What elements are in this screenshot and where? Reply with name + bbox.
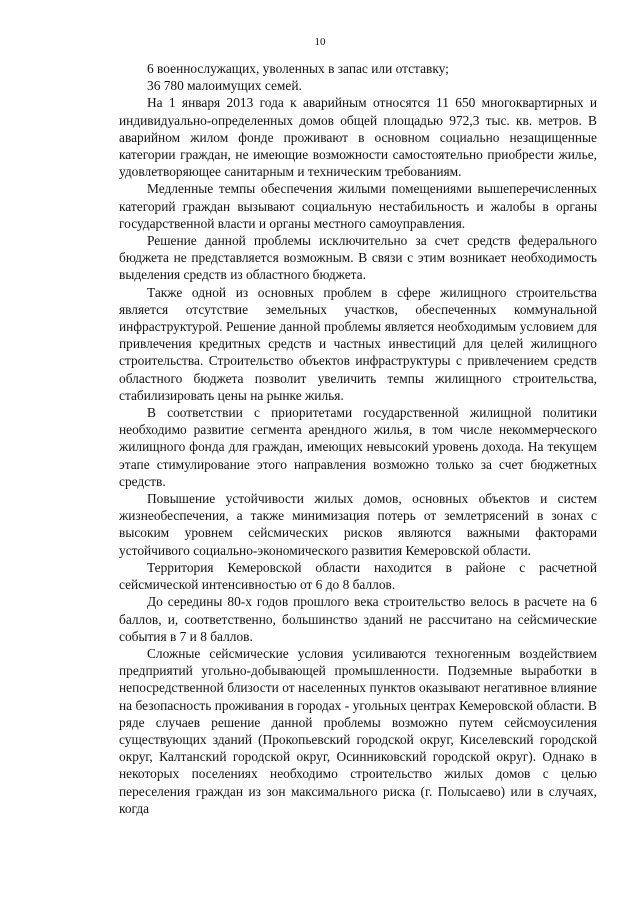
paragraph-seismic-resilience: Повышение устойчивости жилых домов, основных объектов и систем жизнеобеспечения, а также минимизация потерь от землетрясений в зонах с высоким уровнем сейсмических рисков являются важными факторами устойчивого социально-экономического развития Кемеровской области. (119, 491, 597, 558)
paragraph-construction-history: До середины 80-х годов прошлого века строительство велось в расчете на 6 баллов, и, соответственно, большинство зданий не рассчитано на сейсмические события в 7 и 8 баллов. (119, 594, 597, 644)
paragraph-land-plots: Также одной из основных проблем в сфере жилищного строительства является отсутствие земельных участков, обеспеченных коммунальной инфраструктурой. Решение данной проблемы является необходимым условием для привлечения кредитных средств и частных инвестиций для целей жилищного строительства. Строительство объектов инфраструктуры с привлечением средств областного бюджета позволит увеличить темпы жилищного строительства, стабилизировать цены на рынке жилья. (119, 284, 597, 403)
paragraph-servicemen: 6 военнослужащих, уволенных в запас или отставку; (147, 61, 449, 76)
paragraph-emergency-housing: На 1 января 2013 года к аварийным относятся 11 650 многоквартирных и индивидуально-определенных домов общей площадью 972,3 тыс. кв. метров. В аварийном жилом фонде проживают в основном социально незащищенные категории граждан, не имеющие возможности самостоятельно приобрести жилье, удовлетворяющее санитарным и техническим требованиям. (119, 95, 597, 180)
page-number: 10 (314, 36, 326, 48)
document-body (119, 60, 597, 817)
paragraph-rental-housing: В соответствии с приоритетами государственной жилищной политики необходимо развитие сегмента арендного жилья, в том числе некоммерческого жилищного фонда для граждан, имеющих невысокий уровень дохода. На текущем этапе стимулирование этого направления возможно только за счет бюджетных средств. (119, 405, 597, 489)
paragraph-low-income-families: 36 780 малоимущих семей. (147, 78, 302, 94)
paragraph-slow-provision: Медленные темпы обеспечения жилыми помещениями вышеперечисленных категорий граждан вызывают социальную нестабильность и жалобы в органы государственной власти и органы местного самоуправления. (119, 181, 597, 231)
paragraph-federal-budget: Решение данной проблемы исключительно за счет средств федерального бюджета не представляется возможным. В связи с этим возникает необходимость выделения средств из областного бюджета. (119, 233, 597, 283)
paragraph-technogenic-impact: Сложные сейсмические условия усиливаются техногенным воздействием предприятий угольно-добывающей промышленности. Подземные выработки в непосредственной близости от населенных пунктов оказывают негативное влияние на безопасность проживания в городах - угольных центрах Кемеровской области. В ряде случаев решение данной проблемы возможно путем сейсмоусиления существующих зданий (Прокопьевский городской округ, Киселевский городской округ, Калтанский городской округ, Осинниковский городской округ). Однако в некоторых поселениях необходимо строительство жилых домов с целью переселения граждан из зон максимального риска (г. Полысаево) или в случаях, когда (119, 645, 597, 816)
paragraph-seismic-intensity: Территория Кемеровской области находится в районе с расчетной сейсмической интенсивностью от 6 до 8 баллов. (119, 559, 597, 593)
